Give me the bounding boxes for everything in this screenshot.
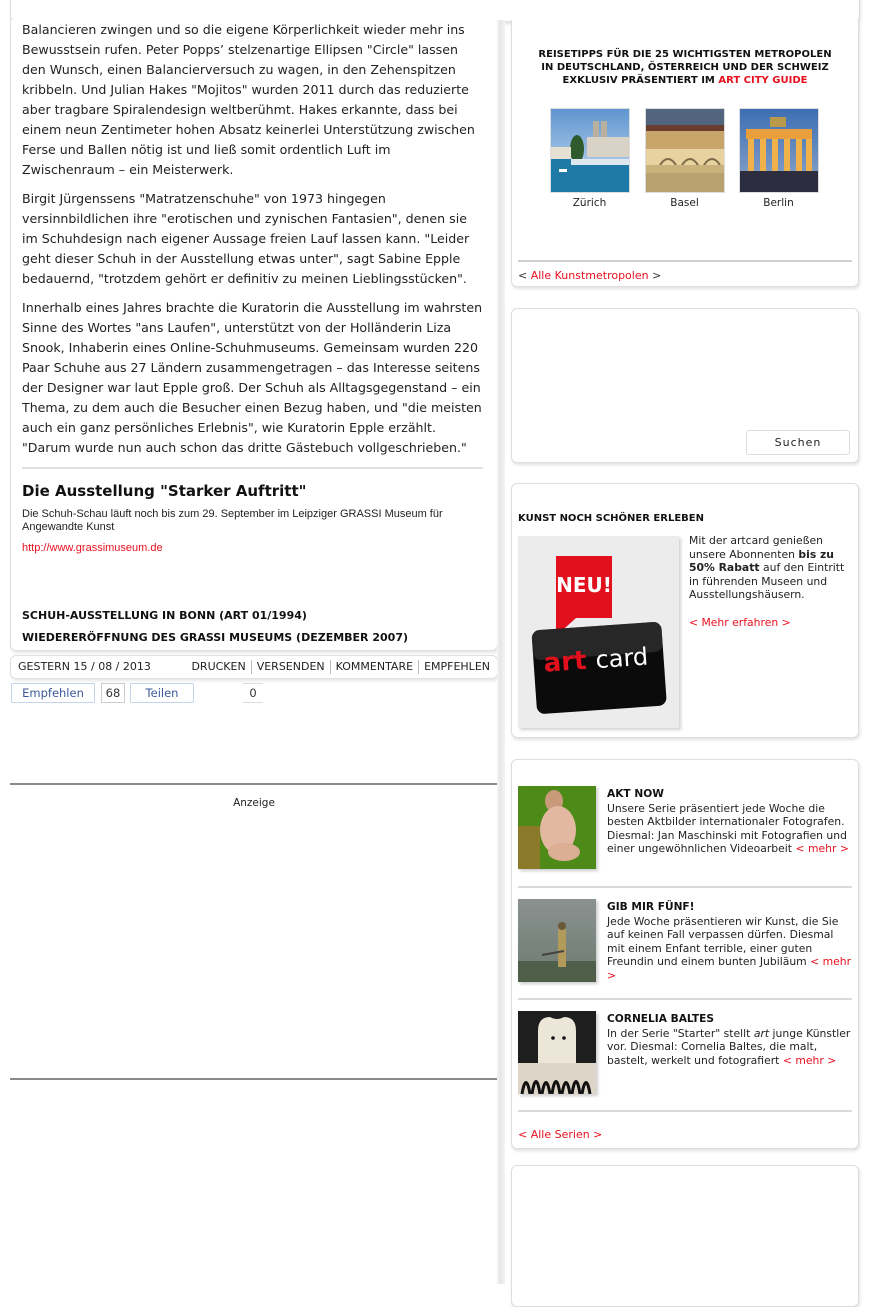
series-text: junge Künstler vor. Diesmal: Cornelia Baltes, die malt, bastelt, werkelt und fotografiert [607,1026,851,1067]
series-title: GIB MIR FÜNF! [607,901,695,913]
top-bar [10,0,860,22]
more-link[interactable]: < mehr > [607,955,852,982]
chevron-right-icon: > [648,269,662,282]
divider [518,260,852,262]
recommend-link[interactable]: EMPFEHLEN [424,660,490,673]
neu-badge: NEU! [556,573,612,597]
info-text: Die Schuh-Schau läuft noch bis zum 29. September im Leipziger GRASSI Museum für Angewandte Kunst [22,508,443,533]
all-metropolises [518,269,661,282]
learn-more-link[interactable]: < Mehr erfahren > [689,615,791,629]
series-title: AKT NOW [607,788,664,800]
empty-widget-box [511,1165,859,1307]
series-box [511,759,859,1149]
discount-text: bis zu 50% Rabatt [689,547,834,574]
city-guide-headline [512,48,858,87]
card-rest-text: card [594,642,650,675]
print-link[interactable]: DRUCKEN [191,660,246,673]
series-text: In der Serie "Starter" stellt [607,1026,754,1040]
headline-line: IN DEUTSCHLAND, ÖSTERREICH UND DER SCHWEIZ [541,62,829,73]
separator [330,660,331,674]
chevron-left-icon: < [518,269,531,282]
city-berlin[interactable] [739,108,818,209]
artcard-image[interactable] [518,536,679,728]
separator [418,660,419,674]
akt-now-image[interactable] [518,786,596,869]
headline-line: EXKLUSIV PRÄSENTIERT IM [562,75,719,86]
ad-bottom-rule [10,1078,498,1080]
cornelia-baltes-image[interactable] [518,1011,596,1094]
city-zurich[interactable] [550,108,629,209]
description-text: auf den Eintritt in führenden Museen und Ausstellungshäusern. [689,561,845,601]
article-paragraph: Balancieren zwingen und so die eigene Körperlichkeit wieder mehr ins Bewusstsein rufen. Peter Popps’ stelzenartige Ellipsen "Circle" lassen den Wunsch, einen Balancierversuch zu wagen, in den Zehenspitzen kribbeln. Und Julian Hakes "Mojitos" wurden 2011 durch das reduzierte aber tragbare Spiralendesign weltberühmt. Hakes erkannte, dass bei einem neun Zentimeter hohen Absatz keinerlei Unterstützung zwischen Ferse und Ballen nötig ist und ließ somit ordentlich Luft im Zwischenraum – ein Meisterwerk. [22,22,475,177]
ad-top-rule [10,783,498,785]
more-link[interactable]: < mehr > [782,1053,837,1067]
series-text: Unsere Serie präsentiert jede Woche die besten Aktbilder internationaler Fotografen. Diesmal: Jan Maschinski mit Fotografien und einer ungewöhnlichen Videoarbeit [607,801,847,855]
related-link[interactable]: WIEDERERÖFFNUNG DES GRASSI MUSEUMS (DEZEMBER 2007) [22,631,408,644]
info-title: Die Ausstellung "Starker Auftritt" [22,482,307,500]
divider [518,886,852,888]
send-link[interactable]: VERSENDEN [256,660,325,673]
headline-line: REISETIPPS FÜR DIE 25 WICHTIGSTEN METROPOLEN [538,49,832,60]
all-metropolises-link[interactable]: Alle Kunstmetropolen [530,269,649,282]
museum-link[interactable]: http://www.grassimuseum.de [22,542,163,554]
berlin-image[interactable] [739,108,819,193]
search-box [511,308,859,463]
series-title: CORNELIA BALTES [607,1013,714,1025]
city-basel[interactable] [645,108,724,209]
divider [518,1110,852,1112]
related-link[interactable]: SCHUH-AUSSTELLUNG IN BONN (ART 01/1994) [22,609,307,622]
related-articles [22,609,408,653]
artcard-title: KUNST NOCH SCHÖNER ERLEBEN [518,513,704,524]
share-button[interactable]: Teilen [130,683,194,703]
recommend-count: 68 [101,683,125,703]
comments-link[interactable]: KOMMENTARE [335,660,414,673]
city-label[interactable]: Zürich [572,197,607,209]
ad-label: Anzeige [233,797,275,809]
city-label[interactable]: Berlin [763,197,794,209]
series-text-italic: art [753,1026,770,1040]
separator [251,660,252,674]
divider [22,467,483,469]
article-body [10,20,498,651]
divider [518,998,852,1000]
basel-image[interactable] [645,108,725,193]
publish-date: GESTERN 15 / 08 / 2013 [18,660,151,673]
column-divider [497,20,505,1284]
artcard-box [511,483,859,738]
share-count: 0 [243,683,263,703]
search-button[interactable]: Suchen [746,430,850,455]
series-text: Jede Woche präsentieren wir Kunst, die Sie auf keinen Fall verpassen dürfen. Diesmal mit einem Enfant terrible, einer guten Freundin und einem bunten Jubiläum [607,914,839,968]
city-guide-box [511,20,859,287]
description-text: Mit der artcard genießen unsere Abonnenten [689,534,823,561]
more-link[interactable]: < mehr > [795,842,849,855]
facebook-recommend-button[interactable]: Empfehlen [11,683,95,703]
art-city-guide-link[interactable]: ART CITY GUIDE [718,75,808,86]
all-series-link[interactable]: < Alle Serien > [518,1128,603,1141]
city-label[interactable]: Basel [670,197,699,209]
article-paragraph: Innerhalb eines Jahres brachte die Kuratorin die Ausstellung im wahrsten Sinne des Wortes "ans Laufen", unterstützt von der Holländerin Liza Snook, Inhaberin eines Online-Schuhmuseums. Gemeinsam wurden 220 Paar Schuhe aus 27 Ländern zusammengetragen – das Interesse seitens der Designer war laut Epple groß. Der Schuh als Alltagsgegenstand – ein Thema, zu dem auch die Besucher einen Bezug haben, und "die meisten auch ein ganz persönliches Erlebnis", wie Kuratorin Epple erzählt. "Darum wurde nun auch schon das dritte Gästebuch vollgeschrieben." [22,300,483,455]
article-meta-bar [10,655,498,679]
article-paragraph: Birgit Jürgenssens "Matratzenschuhe" von 1973 hingegen versinnbildlichen ihre "erotischen und zynischen Fantasien", denen sie im Schuhdesign nach eigener Aussage freien Lauf lassen kann. "Leider geht dieser Schuh in der Ausstellung etwas unter", sagt Sabine Epple bedauernd, "trotzdem gehört er definitiv zu meinen Lieblingsstücken". [22,191,470,286]
artcard-description [689,534,849,629]
card-art-text: art [542,645,588,679]
zurich-image[interactable] [550,108,630,193]
gib-mir-fuenf-image[interactable] [518,899,596,982]
